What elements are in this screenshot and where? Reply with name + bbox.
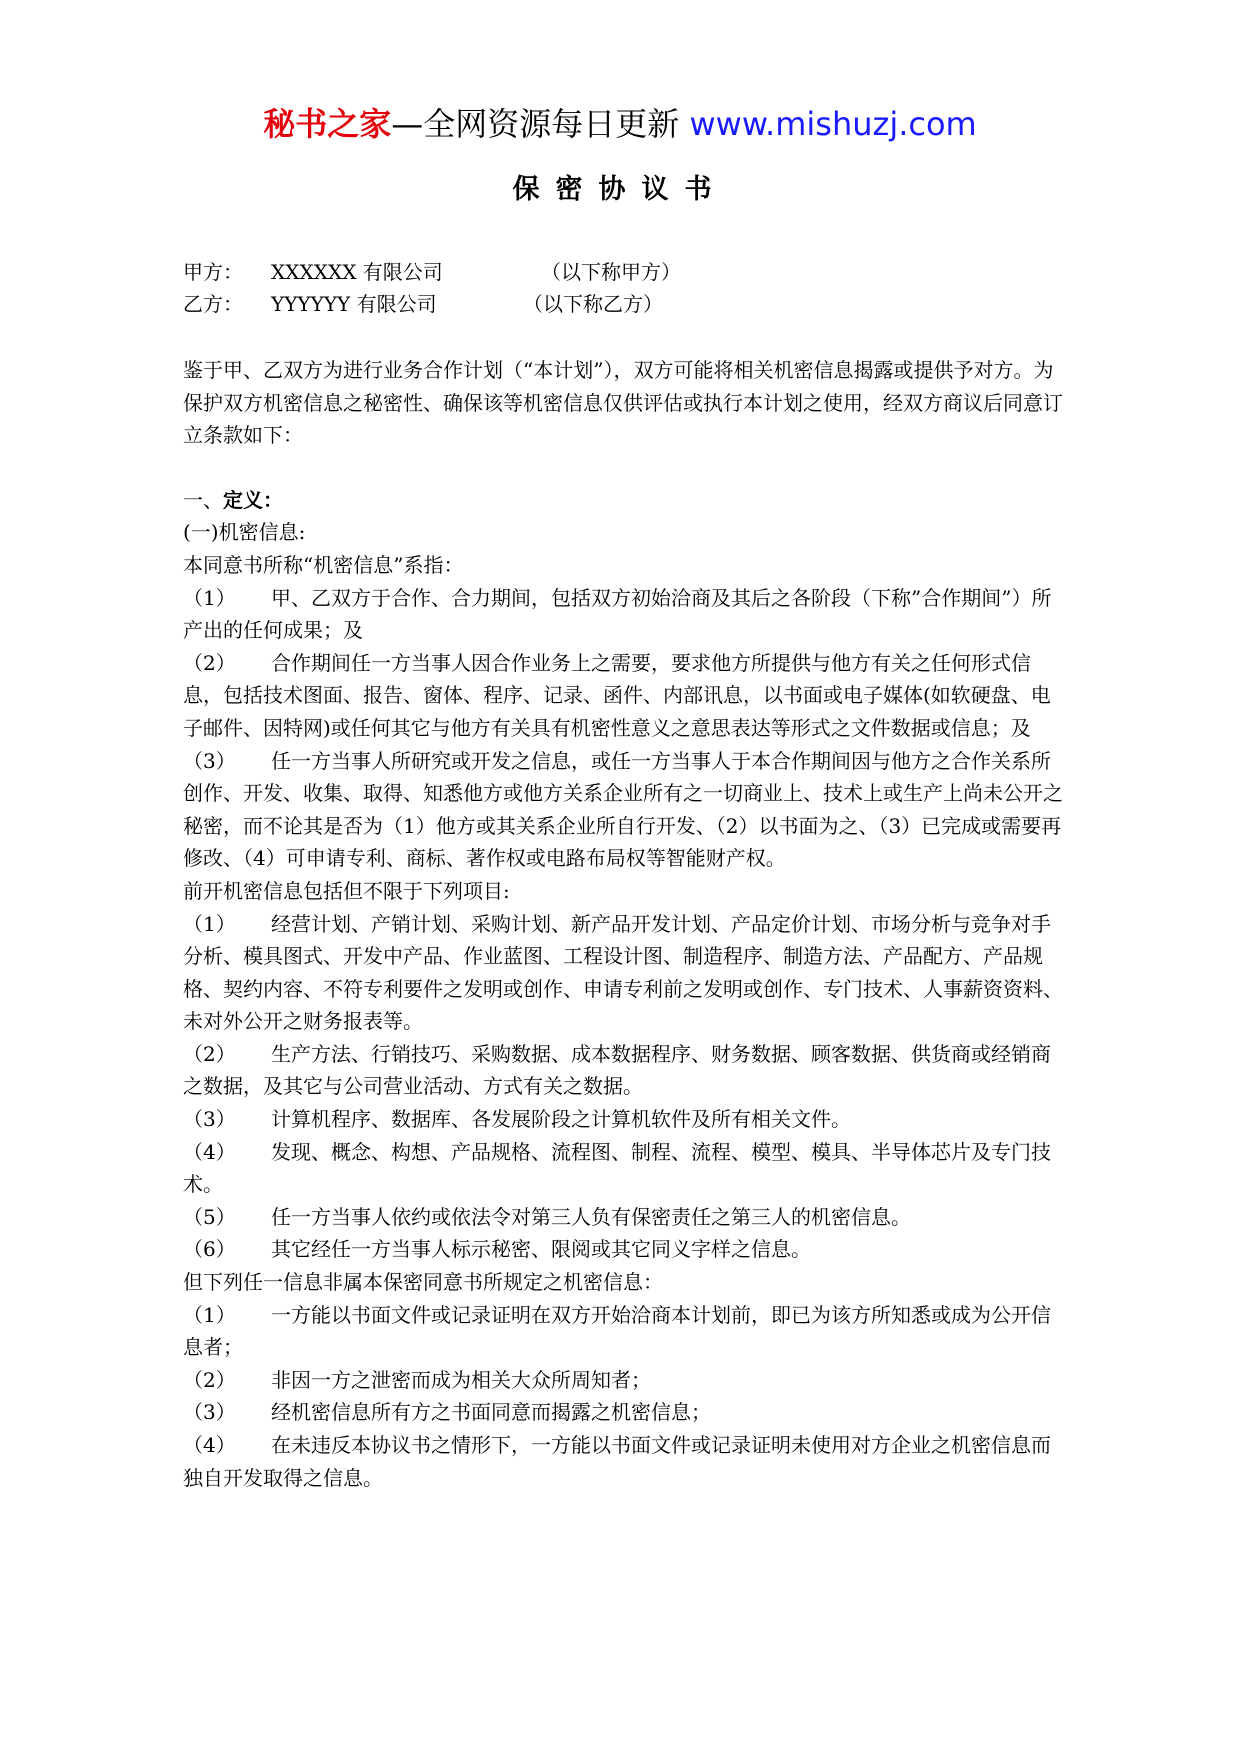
item-number: （2） [183,650,236,675]
item-number: （4） [183,1139,236,1164]
item-number: （5） [183,1204,236,1229]
item-number: （2） [183,1367,236,1392]
definition-item [183,647,1063,745]
definition-item [183,582,1063,647]
exclusion-intro: 但下列任一信息非属本保密同意书所规定之机密信息： [183,1270,663,1295]
website-link[interactable]: www.mishuzj.com [689,105,977,143]
item-text: 在未违反本协议书之情形下，一方能以书面文件或记录证明未使用对方企业之机密信息而独自开发取得之信息。 [183,1433,1051,1490]
list-item [183,1136,1063,1201]
item-text: 甲、乙双方于合作、合力期间，包括双方初始洽商及其后之各阶段（下称”合作期间”）所产出的任何成果；及 [183,585,1052,643]
intro-paragraph: 鉴于甲、乙双方为进行业务合作计划（“本计划”），双方可能将相关机密信息揭露或提供予对方。为保护双方机密信息之秘密性、确保该等机密信息仅供评估或执行本计划之使用，经双方商议后同意订立条款如下： [183,358,1063,448]
banner-slogan: —全网资源每日更新 [391,105,680,143]
item-text: 任一方当事人所研究或开发之信息，或任一方当事人于本合作期间因与他方之合作关系所创作、开发、收集、取得、知悉他方或他方关系企业所有之一切商业上、技术上或生产上尚未公开之秘密，而不论其是否为（1）他方或其关系企业所自行开发、（2）以书面为之、（3）已完成或需要再修改、（4）可申请专利、商标、著作权或电路布局权等智能财产权。 [183,748,1063,871]
document-title: 保密协议书 [512,174,728,205]
list-item [183,1038,1063,1103]
party-name: XXXXXX 有限公司 [271,260,443,284]
party-alias: （以下称甲方） [541,260,681,284]
item-number: （3） [183,1400,236,1425]
item-text: 经机密信息所有方之书面同意而揭露之机密信息； [271,1400,711,1425]
exclusion-item [183,1299,1063,1364]
item-number: （4） [183,1433,236,1457]
brand-name: 秘书之家 [263,105,392,143]
exclusion-item [183,1396,1063,1429]
party-name: YYYYYY 有限公司 [271,292,437,316]
list-item [183,908,1063,1038]
item-number: （3） [183,748,236,773]
item-text: 非因一方之泄密而成为相关大众所周知者； [271,1367,651,1392]
item-number: （6） [183,1237,236,1262]
list-item [183,1201,1063,1234]
definition-intro: 本同意书所称“机密信息”系指： [183,552,464,577]
item-text: 发现、概念、构想、产品规格、流程图、制程、流程、模型、模具、半导体芯片及专门技术。 [183,1139,1051,1197]
list-intro: 前开机密信息包括但不限于下列项目: [183,878,510,903]
list-item [183,1103,1063,1136]
item-number: （2） [183,1041,236,1066]
item-text: 任一方当事人依约或依法令对第三人负有保密责任之第三人的机密信息。 [271,1204,911,1229]
definition-item [183,745,1063,875]
item-text: 生产方法、行销技巧、采购数据、成本数据程序、财务数据、顾客数据、供货商或经销商之数据，及其它与公司营业活动、方式有关之数据。 [183,1041,1051,1099]
item-text: 经营计划、产销计划、采购计划、新产品开发计划、产品定价计划、市场分析与竞争对手分析、模具图式、开发中产品、作业蓝图、工程设计图、制造程序、制造方法、产品配方、产品规格、契约内容、不符专利要件之发明或创作、申请专利前之发明或创作、专门技术、人事薪资资料、未对外公开之财务报表等。 [183,911,1063,1034]
item-number: （1） [183,585,236,610]
list-item [183,1233,1063,1266]
party-alias: （以下称乙方） [523,292,663,316]
item-number: （1） [183,1302,236,1327]
section-number: 一、 [183,487,223,512]
item-number: （1） [183,911,236,936]
item-number: （3） [183,1107,236,1132]
header-banner [0,102,1240,146]
section-title: 定义： [223,487,283,512]
document-body [183,354,1063,1494]
subsection-heading: (一)机密信息: [183,520,306,545]
exclusion-item [183,1429,1063,1494]
party-label: 甲方： [183,260,243,284]
exclusion-item [183,1364,1063,1397]
section-heading [183,484,1063,517]
item-text: 其它经任一方当事人标示秘密、限阅或其它同义字样之信息。 [271,1237,811,1262]
item-text: 计算机程序、数据库、各发展阶段之计算机软件及所有相关文件。 [271,1107,851,1132]
party-label: 乙方： [183,292,243,316]
item-text: 合作期间任一方当事人因合作业务上之需要，要求他方所提供与他方有关之任何形式信息，包括技术图面、报告、窗体、程序、记录、函件、内部讯息，以书面或电子媒体(如软硬盘、电子邮件、因特网)或任何其它与他方有关具有机密性意义之意思表达等形式之文件数据或信息；及 [183,650,1051,740]
item-text: 一方能以书面文件或记录证明在双方开始洽商本计划前，即已为该方所知悉或成为公开信息者； [183,1302,1051,1360]
